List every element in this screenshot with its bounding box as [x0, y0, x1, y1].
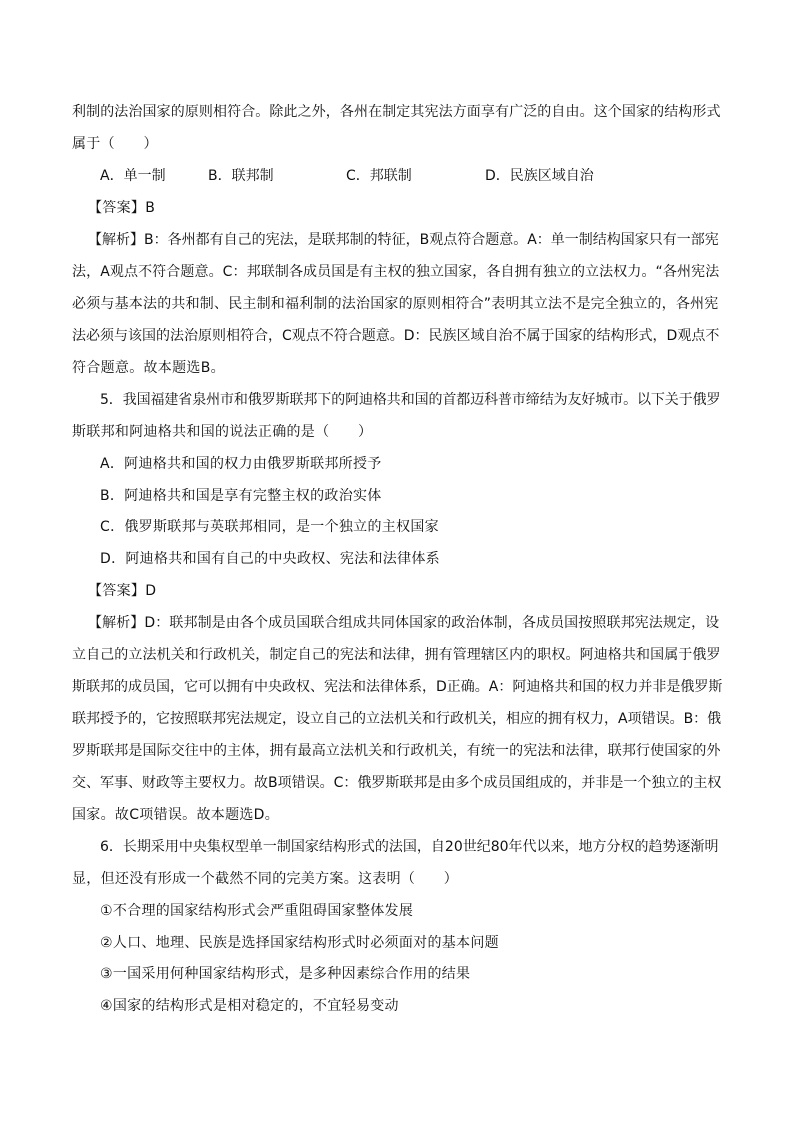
- q5-option-a: A．阿迪格共和国的权力由俄罗斯联邦所授予: [100, 456, 382, 472]
- q5-analysis-line-7: 国家。故C项错误。故本题选D。: [72, 807, 280, 823]
- q5-option-b: B．阿迪格共和国是享有完整主权的政治实体: [100, 488, 382, 504]
- q4-analysis-line-5: 符合题意。故本题选B。: [72, 360, 225, 376]
- q5-stem-line-1: 5．我国福建省泉州市和俄罗斯联邦下的阿迪格共和国的首都迈科普市缔结为友好城市。以下关于俄罗: [100, 392, 721, 408]
- q6-item-4: ④国家的结构形式是相对稳定的，不宜轻易变动: [100, 998, 399, 1014]
- q4-option-a: A．单一制: [100, 168, 166, 184]
- q4-analysis-line-4: 法必须与该国的法治原则相符合，C观点不符合题意。D：民族区域自治不属于国家的结构形式，D观点不: [72, 328, 720, 344]
- q6-stem-line-1: 6．长期采用中央集权型单一制国家结构形式的法国，自20世纪80年代以来，地方分权的趋势逐渐明: [100, 839, 719, 855]
- q6-item-3: ③一国采用何种国家结构形式，是多种因素综合作用的结果: [100, 966, 471, 982]
- q5-option-d: D．阿迪格共和国有自己的中央政权、宪法和法律体系: [100, 551, 440, 567]
- q4-answer: 【答案】B: [88, 200, 156, 216]
- q4-option-d: D．民族区域自治: [485, 168, 594, 184]
- q4-analysis-line-3: 必须与基本法的共和制、民主制和福利制的法治国家的原则相符合”表明其立法不是完全独立的，各州宪: [72, 296, 719, 312]
- q4-option-c: C．邦联制: [346, 168, 412, 184]
- q5-analysis-line-3: 斯联邦的成员国，它可以拥有中央政权、宪法和法律体系，D正确。A：阿迪格共和国的权力并非是俄罗斯: [72, 679, 723, 695]
- q5-analysis-line-1: 【解析】D：联邦制是由各个成员国联合组成共同体国家的政治体制，各成员国按照联邦宪法规定，设: [88, 615, 720, 631]
- q4-analysis-line-2: 法，A观点不符合题意。C：邦联制各成员国是有主权的独立国家，各自拥有独立的立法权力。“各州宪法: [72, 264, 720, 280]
- q6-item-2: ②人口、地理、民族是选择国家结构形式时必须面对的基本问题: [100, 935, 499, 951]
- q6-stem-line-2: 显，但还没有形成一个截然不同的完美方案。这表明（ ）: [72, 871, 459, 887]
- q5-analysis-line-4: 联邦授予的，它按照联邦宪法规定，设立自己的立法机关和行政机关，相应的拥有权力，A项错误。B：俄: [72, 711, 722, 727]
- q4-stem-line-1: 利制的法治国家的原则相符合。除此之外，各州在制定其宪法方面享有广泛的自由。这个国家的结构形式: [72, 104, 721, 120]
- q5-answer: 【答案】D: [88, 583, 157, 599]
- q5-option-c: C．俄罗斯联邦与英联邦相同，是一个独立的主权国家: [100, 519, 439, 535]
- q5-stem-line-2: 斯联邦和阿迪格共和国的说法正确的是（ ）: [72, 424, 373, 440]
- q4-stem-line-2: 属于（ ）: [72, 136, 158, 152]
- q4-option-b: B．联邦制: [208, 168, 274, 184]
- q5-analysis-line-5: 罗斯联邦是国际交往中的主体，拥有最高立法机关和行政机关，有统一的宪法和法律，联邦行使国家的外: [72, 743, 721, 759]
- q6-item-1: ①不合理的国家结构形式会严重阻碍国家整体发展: [100, 903, 414, 919]
- q5-analysis-line-2: 立自己的立法机关和行政机关，制定自己的宪法和法律，拥有管理辖区内的职权。阿迪格共和国属于俄罗: [72, 647, 721, 663]
- q5-analysis-line-6: 交、军事、财政等主要权力。故B项错误。C：俄罗斯联邦是由多个成员国组成的，并非是一个独立的主权: [72, 775, 722, 791]
- q4-analysis-line-1: 【解析】B：各州都有自己的宪法，是联邦制的特征，B观点符合题意。A：单一制结构国家只有一部宪: [88, 232, 719, 248]
